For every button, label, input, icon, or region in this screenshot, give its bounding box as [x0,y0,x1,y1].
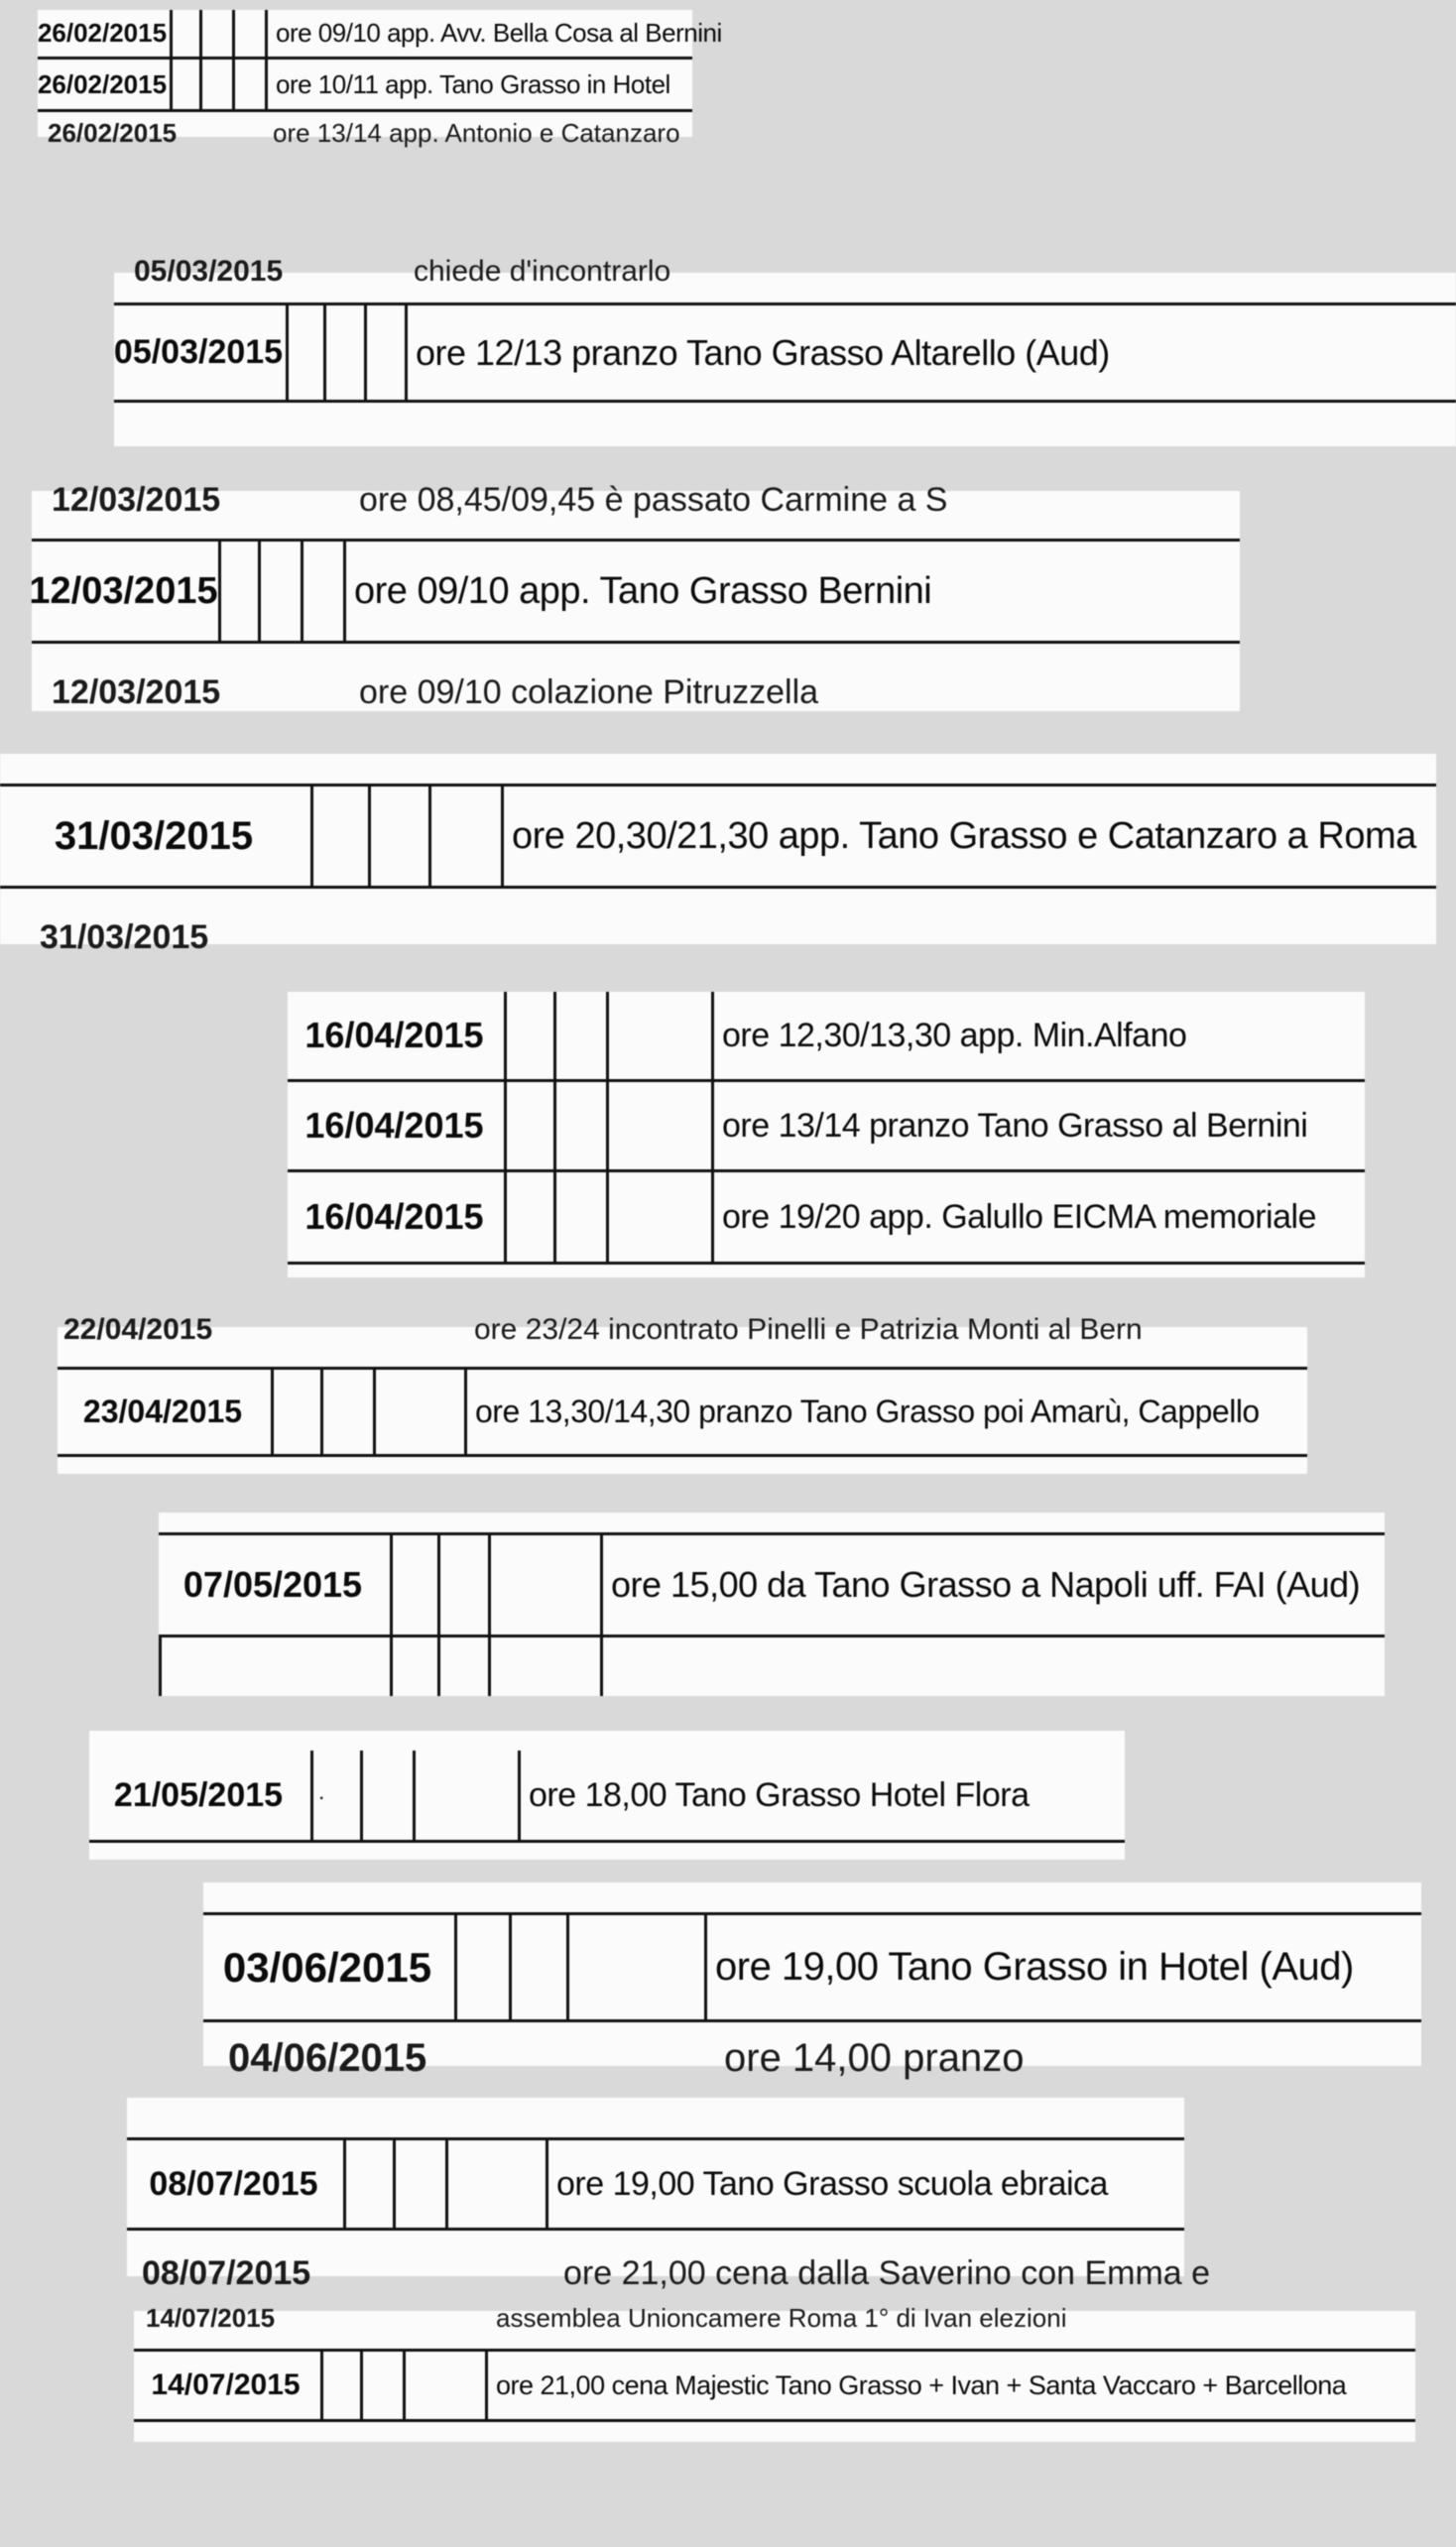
date-cell: 03/06/2015 [222,1943,432,1991]
blank-cell [437,1637,488,1696]
clipped-date: 04/06/2015 [228,2036,427,2080]
blank-cell [170,60,202,109]
note-cell: ore 09/10 app. Avv. Bella Cosa al Bernini [265,10,692,57]
blank-cell [271,1370,323,1454]
blank-cell [403,2352,445,2419]
clipped-date: 26/02/2015 [48,118,178,148]
clipped-row [0,754,1436,787]
clipped-row [0,889,1436,956]
blank-cell [301,542,343,641]
clipped-row [159,1513,1385,1535]
date-cell: 16/04/2015 [304,1015,484,1055]
blank-cell [199,10,232,57]
blank-cell [199,60,232,109]
blank-cell [320,2352,363,2419]
clipped-date: 12/03/2015 [52,481,221,519]
table-row [89,1751,1125,1843]
clipped-row [203,2022,1421,2080]
table-row [159,1637,1385,1696]
clipped-date: 08/07/2015 [142,2254,311,2292]
blank-cell [600,1637,1385,1696]
blank-cell [504,1172,556,1262]
note-cell: ore 09/10 app. Tano Grasso Bernini [343,542,1240,641]
blank-cell [258,542,301,641]
log-snippet [134,2303,1415,2442]
blank-cell [232,10,265,57]
blank-cell [488,1637,539,1696]
log-snippet [288,992,1365,1277]
clipped-row [134,2303,1415,2352]
blank-cell [390,1637,440,1696]
clipped-row [32,644,1240,711]
blank-cell [504,1082,556,1169]
clipped-row [127,2098,1184,2140]
date-cell: 26/02/2015 [37,68,168,99]
clipped-row [58,1457,1307,1474]
clipped-row [32,481,1240,542]
note-cell: ore 12/13 pranzo Tano Grasso Altarello (Aud) [405,305,1456,400]
clipped-row [38,112,692,148]
clipped-note: ore 08,45/09,45 è passato Carmine a S [359,481,948,519]
date-cell: 14/07/2015 [151,2368,301,2401]
table-row [288,992,1365,1082]
blank-cell [566,1915,624,2019]
log-snippet [159,1513,1385,1696]
blank-cell [232,60,265,109]
clipped-note: chiede d'incontrarlo [414,255,671,288]
dot-mark: . [319,1786,324,1803]
table-row [114,305,1456,403]
table-row [127,2140,1184,2231]
blank-cell [428,787,489,886]
clipped-date: 14/07/2015 [146,2303,276,2333]
blank-cell [310,787,371,886]
clipped-row [114,403,1456,446]
log-snippet [113,255,1456,446]
blank-cell [553,1172,606,1262]
blank-cell [364,305,405,400]
blank-cell [159,1637,390,1696]
log-snippet [203,1882,1421,2080]
blank-cell [360,1751,413,1840]
clipped-row [203,1882,1421,1915]
table-row [159,1535,1385,1637]
blank-cell [360,2352,403,2419]
note-cell: ore 19/20 app. Galullo EICMA memoriale [711,1172,1365,1262]
blank-cell [373,1370,425,1454]
date-cell: 05/03/2015 [113,333,284,371]
note-cell: ore 20,30/21,30 app. Tano Grasso e Catanzaro a Roma [501,787,1436,886]
clipped-note: ore 23/24 incontrato Pinelli e Patrizia Monti al Bern [474,1313,1143,1346]
log-snippet [58,1313,1307,1474]
note-cell: ore 19,00 Tano Grasso scuola ebraica [546,2140,1184,2228]
blank-cell [606,992,659,1079]
date-cell: 12/03/2015 [29,569,218,612]
note-cell: ore 18,00 Tano Grasso Hotel Flora [518,1751,1125,1840]
mark-cell [310,1751,363,1840]
log-snippet [89,1731,1125,1860]
blank-cell [606,1082,659,1169]
clipped-note: ore 13/14 app. Antonio e Catanzaro [273,118,680,148]
clipped-note: ore 21,00 cena dalla Saverino con Emma e [563,2254,1211,2292]
clipped-date: 22/04/2015 [63,1313,213,1346]
blank-cell [286,305,326,400]
note-cell: ore 15,00 da Tano Grasso a Napoli uff. FAI (Aud) [600,1535,1385,1635]
date-cell: 23/04/2015 [82,1394,243,1429]
date-cell: 31/03/2015 [54,813,254,858]
date-cell: 26/02/2015 [37,18,168,48]
clipped-note: assemblea Unioncamere Roma 1° di Ivan elezioni [496,2303,1067,2333]
date-cell: 08/07/2015 [149,2164,318,2203]
blank-cell [170,10,202,57]
blank-cell [606,1172,659,1262]
clipped-note: ore 09/10 colazione Pitruzzella [359,673,819,711]
blank-cell [320,1370,373,1454]
clipped-date: 05/03/2015 [134,255,284,288]
log-snippet [29,481,1240,711]
clipped-date: 31/03/2015 [40,918,209,956]
clipped-row [127,2231,1211,2292]
date-cell: 07/05/2015 [182,1564,363,1605]
table-row [134,2352,1415,2422]
note-cell: ore 13/14 pranzo Tano Grasso al Bernini [711,1082,1365,1169]
table-row [38,60,692,112]
blank-cell [437,1535,488,1635]
blank-cell [368,787,428,886]
table-row [37,10,722,60]
note-cell: ore 21,00 cena Majestic Tano Grasso + Ivan + Santa Vaccaro + Barcellona [485,2352,1415,2419]
table-row [288,1172,1365,1265]
note-cell: ore 12,30/13,30 app. Min.Alfano [711,992,1365,1079]
date-cell: 16/04/2015 [304,1196,484,1237]
note-cell: ore 19,00 Tano Grasso in Hotel (Aud) [704,1915,1421,2019]
clipped-note: ore 14,00 pranzo [724,2036,1025,2080]
note-cell: ore 13,30/14,30 pranzo Tano Grasso poi Amarù, Cappello [464,1370,1307,1454]
date-cell: 21/05/2015 [113,1775,284,1814]
date-cell: 16/04/2015 [304,1105,484,1146]
table-row [203,1915,1421,2022]
blank-cell [343,2140,396,2228]
blank-cell [553,992,606,1079]
clipped-date: 12/03/2015 [52,673,221,711]
log-snippet [127,2098,1211,2292]
log-snippet [37,10,722,148]
log-snippet [0,754,1436,956]
clipped-row [114,255,1456,305]
note-cell: ore 10/11 app. Tano Grasso in Hotel [265,60,692,109]
blank-cell [393,2140,445,2228]
blank-cell [509,1915,566,2019]
table-row [288,1082,1365,1172]
table-row [0,787,1436,889]
blank-cell [218,542,261,641]
table-row [58,1370,1307,1457]
blank-cell [445,2140,498,2228]
clipped-row [58,1313,1307,1370]
table-row [29,542,1240,644]
blank-cell [504,992,556,1079]
blank-cell [488,1535,539,1635]
blank-cell [323,305,364,400]
blank-cell [553,1082,606,1169]
blank-cell [390,1535,440,1635]
blank-cell [413,1751,465,1840]
blank-cell [454,1915,512,2019]
